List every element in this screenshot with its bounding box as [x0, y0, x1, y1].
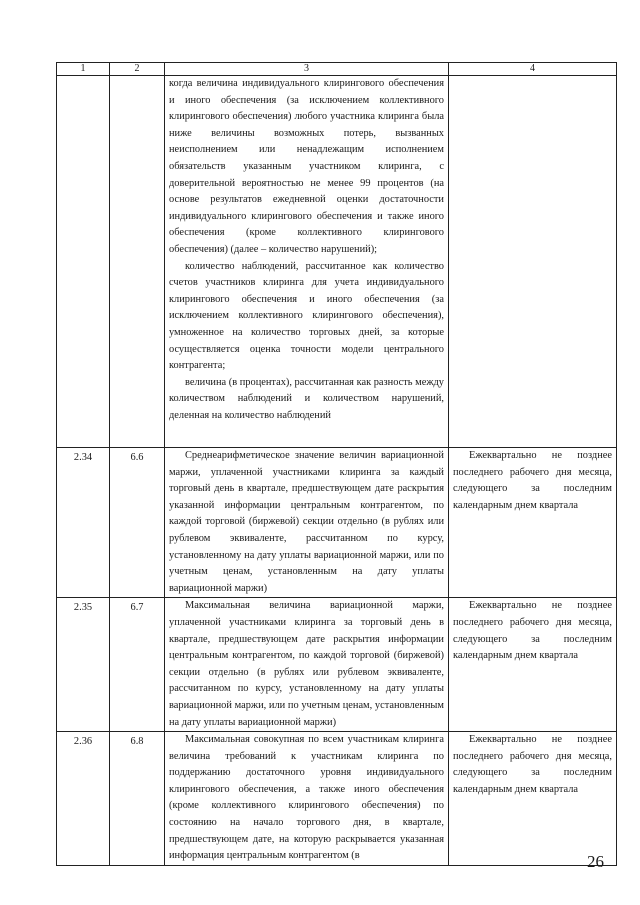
paragraph: Максимальная совокупная по всем участникам клиринга величина требований к участникам клиринга по поддержанию достаточного уровня индивидуального клирингового обеспечения, а также иного обеспечения (кроме коллективного клирингового обеспечения) по состоянию на начало торгового дня, в квартале, предшествующем дате, на которую раскрывается указанная информация центральным контрагентом (в — [169, 734, 444, 862]
cell-description — [165, 448, 449, 598]
paragraph: Максимальная величина вариационной маржи, уплаченной участниками клиринга за торговый день в квартале, предшествующем дате раскрытия информации центральным контрагентом, по каждой торговой (биржевой) секции отдельно (в рублях или рублевом эквиваленте, рассчитанном по курсу, установленному на дату уплаты вариационной маржи, или по учетным ценам, установленным на дату уплаты вариационной маржи) — [169, 600, 444, 728]
paragraph: величина (в процентах), рассчитанная как разность между количеством наблюдений и количеством нарушений, деленная на количество наблюдений — [169, 376, 444, 421]
cell-ref-number: 6.6 — [110, 448, 165, 598]
table-row-continued — [57, 76, 617, 448]
cell-description — [165, 732, 449, 866]
cell-item-number: 2.35 — [57, 598, 110, 732]
paragraph: Ежеквартально не позднее последнего рабочего дня месяца, следующего за последним календарным днем квартала — [453, 600, 612, 662]
table-row — [57, 732, 617, 866]
table-header-row — [57, 63, 617, 76]
paragraph: Ежеквартально не позднее последнего рабочего дня месяца, следующего за последним календарным днем квартала — [453, 450, 612, 511]
disclosure-table — [56, 62, 617, 866]
cell-deadline — [449, 448, 617, 598]
cell-item-number: 2.36 — [57, 732, 110, 866]
header-col-2: 2 — [110, 63, 165, 76]
paragraph: Среднеарифметическое значение величин вариационной маржи, уплаченной участниками клиринга за каждый торговый день в квартале, предшествующем дате раскрытия указанной информации центральным контрагентом, по каждой торговой (биржевой) секции отдельно (в рублях или рублевом эквиваленте, рассчитанном по курсу, установленному на дату уплаты вариационной маржи, или по учетным ценам, установленным на дату уплаты вариационной маржи) — [169, 450, 444, 594]
cell-item-number: 2.34 — [57, 448, 110, 598]
cell-col-1 — [57, 76, 110, 448]
cell-deadline — [449, 732, 617, 866]
cell-deadline — [449, 598, 617, 732]
cell-deadline — [449, 76, 617, 448]
table-row — [57, 598, 617, 732]
page-number: 26 — [587, 852, 604, 871]
cell-ref-number: 6.7 — [110, 598, 165, 732]
paragraph: когда величина индивидуального клирингового обеспечения и иного обеспечения (за исключением коллективного клирингового обеспечения) любого участника клиринга была ниже величины возможных потерь, вызванных неисполнением или ненадлежащим исполнением обязательств указанным участником клиринга, с доверительной вероятностью не менее 99 процентов (на основе результатов ежедневной оценки достаточности индивидуального клирингового обеспечения и также иного обеспечения (кроме коллективного клирингового обеспечения) (далее – количество нарушений); — [169, 78, 444, 255]
cell-ref-number: 6.8 — [110, 732, 165, 866]
paragraph: количество наблюдений, рассчитанное как количество счетов участников клиринга для учета индивидуального клирингового обеспечения и иного обеспечения (за исключением коллективного клирингового обеспечения), умноженное на количество торговых дней, за которые осуществляется оценка точности модели центрального контрагента; — [169, 260, 444, 372]
header-col-4: 4 — [449, 63, 617, 76]
header-col-1: 1 — [57, 63, 110, 76]
table-row — [57, 448, 617, 598]
cell-description — [165, 598, 449, 732]
paragraph: Ежеквартально не позднее последнего рабочего дня месяца, следующего за последним календарным днем квартала — [453, 734, 612, 795]
cell-description — [165, 76, 449, 448]
header-col-3: 3 — [165, 63, 449, 76]
cell-col-2 — [110, 76, 165, 448]
